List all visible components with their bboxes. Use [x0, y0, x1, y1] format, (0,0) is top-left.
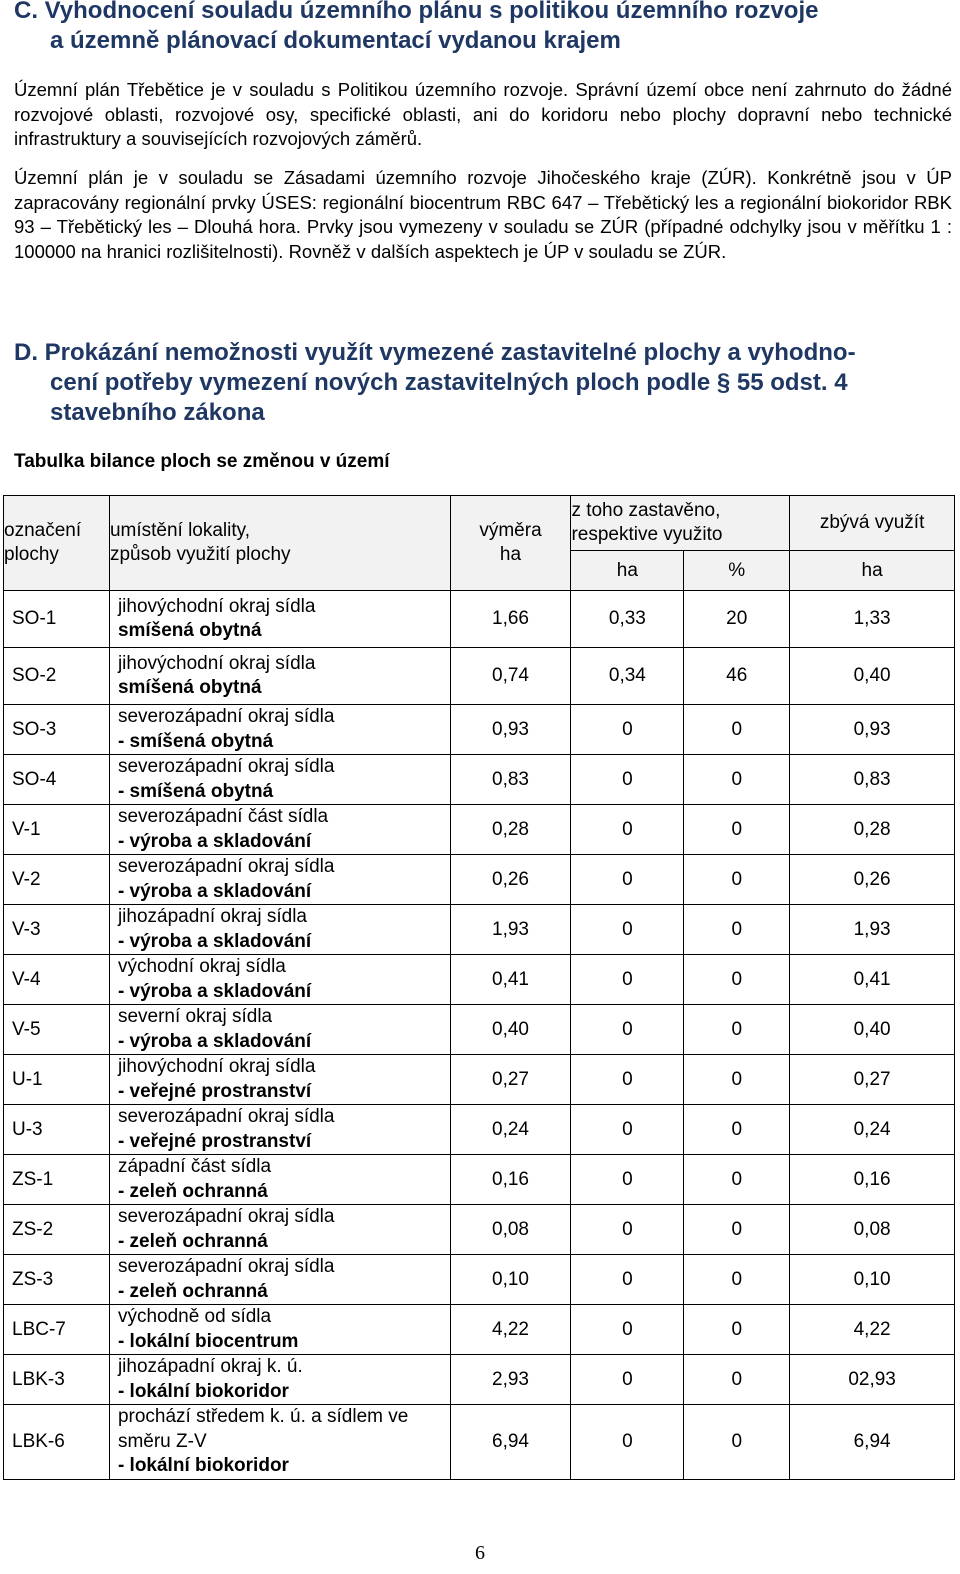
cell-built-ha: 0: [571, 1055, 684, 1105]
cell-built-ha: 0: [571, 955, 684, 1005]
cell-location: [109, 955, 450, 1005]
cell-location-place: severozápadní okraj sídla: [117, 756, 335, 777]
cell-location: [109, 1055, 450, 1105]
section-d-heading: [14, 338, 856, 428]
cell-built-ha: 0,34: [571, 648, 684, 705]
header-location: [109, 496, 450, 591]
section-d-heading-line2: cení potřeby vymezení nových zastavitelných ploch podle § 55 odst. 4: [50, 369, 848, 396]
cell-location-use: - lokální biokoridor: [117, 1380, 289, 1402]
cell-location-place: jihovýchodní okraj sídla: [117, 595, 316, 617]
section-d-heading-line1: D. Prokázání nemožnosti využít vymezené zastavitelné plochy a vyhodno-: [14, 339, 856, 366]
cell-location: [109, 1255, 450, 1305]
table-row: [4, 1305, 955, 1355]
cell-remaining: 0,40: [790, 648, 955, 705]
cell-remaining: 0,28: [790, 805, 955, 855]
cell-code: SO-1: [4, 591, 110, 648]
cell-remaining: 0,93: [790, 705, 955, 755]
table-row: [4, 705, 955, 755]
table-row: [4, 1105, 955, 1155]
cell-area: 1,93: [450, 905, 571, 955]
cell-remaining: 1,93: [790, 905, 955, 955]
table-row: [4, 905, 955, 955]
cell-location: [109, 805, 450, 855]
cell-area: 0,74: [450, 648, 571, 705]
cell-area: 0,26: [450, 855, 571, 905]
cell-location: [109, 855, 450, 905]
cell-location-place: severozápadní okraj sídla: [117, 1206, 335, 1227]
cell-code: ZS-2: [4, 1205, 110, 1255]
cell-location: [109, 705, 450, 755]
cell-location-place: severozápadní okraj sídla: [117, 1256, 335, 1277]
cell-location-place: východně od sídla: [117, 1306, 272, 1327]
cell-location-place: jihovýchodní okraj sídla: [117, 652, 316, 674]
cell-built-ha: 0: [571, 805, 684, 855]
cell-location-use: - výroba a skladování: [117, 880, 312, 902]
header-remaining: zbývá využít: [790, 496, 955, 551]
cell-remaining: 0,26: [790, 855, 955, 905]
cell-built-percent: 0: [684, 705, 790, 755]
cell-built-percent: 46: [684, 648, 790, 705]
cell-built-percent: 20: [684, 591, 790, 648]
cell-location: [109, 591, 450, 648]
cell-built-percent: 0: [684, 1355, 790, 1405]
header-unit-percent: %: [684, 551, 790, 591]
cell-area: 0,27: [450, 1055, 571, 1105]
table-row: [4, 1255, 955, 1305]
cell-built-percent: 0: [684, 805, 790, 855]
cell-built-percent: 0: [684, 1005, 790, 1055]
table-row: [4, 805, 955, 855]
cell-built-ha: 0: [571, 1205, 684, 1255]
section-c-paragraph-2-end: .: [721, 240, 727, 262]
cell-location: [109, 1105, 450, 1155]
cell-code: V-1: [4, 805, 110, 855]
table-body: [4, 591, 955, 1480]
cell-location-place: severní okraj sídla: [117, 1006, 273, 1027]
cell-location-use: - smíšená obytná: [117, 780, 274, 802]
cell-remaining: 02,93: [790, 1355, 955, 1405]
cell-area: 0,08: [450, 1205, 571, 1255]
cell-code: V-4: [4, 955, 110, 1005]
cell-code: SO-3: [4, 705, 110, 755]
cell-location-use: - veřejné prostranství: [117, 1080, 312, 1102]
cell-location-place: západní část sídla: [117, 1156, 272, 1177]
cell-built-ha: 0: [571, 1255, 684, 1305]
cell-location: [109, 755, 450, 805]
cell-location-use: - zeleň ochranná: [117, 1280, 268, 1302]
section-c-heading-line1: C. Vyhodnocení souladu územního plánu s politikou územního rozvoje: [14, 0, 819, 24]
cell-location-place: prochází středem k. ú. a sídlem ve směru Z-V: [117, 1406, 409, 1452]
header-built-line1: z toho zastavěno,: [571, 500, 721, 521]
header-unit-ha: ha: [571, 551, 684, 591]
cell-location-use: - veřejné prostranství: [117, 1130, 312, 1152]
header-location-line2: způsob využití plochy: [109, 544, 291, 565]
cell-location-place: jihovýchodní okraj sídla: [117, 1056, 316, 1077]
cell-code: V-2: [4, 855, 110, 905]
cell-remaining: 0,24: [790, 1105, 955, 1155]
cell-code: LBK-3: [4, 1355, 110, 1405]
header-unit-ha-remaining: ha: [790, 551, 955, 591]
cell-location: [109, 1405, 450, 1480]
cell-location-place: jihozápadní okraj k. ú.: [117, 1356, 303, 1377]
cell-area: 2,93: [450, 1355, 571, 1405]
cell-location: [109, 1155, 450, 1205]
cell-location: [109, 1355, 450, 1405]
cell-remaining: 0,27: [790, 1055, 955, 1105]
cell-location-use: - výroba a skladování: [117, 930, 312, 952]
header-code-line2: plochy: [4, 544, 59, 565]
cell-area: 4,22: [450, 1305, 571, 1355]
cell-area: 1,66: [450, 591, 571, 648]
cell-built-percent: 0: [684, 1205, 790, 1255]
page-number: 6: [475, 1542, 485, 1564]
cell-code: U-1: [4, 1055, 110, 1105]
cell-built-ha: 0,33: [571, 591, 684, 648]
table-row: [4, 591, 955, 648]
cell-location-use: - výroba a skladování: [117, 1030, 312, 1052]
cell-code: ZS-1: [4, 1155, 110, 1205]
cell-remaining: 0,10: [790, 1255, 955, 1305]
cell-area: 0,41: [450, 955, 571, 1005]
cell-location-place: jihozápadní okraj sídla: [117, 906, 308, 927]
table-row: [4, 1055, 955, 1105]
cell-remaining: 0,16: [790, 1155, 955, 1205]
cell-code: LBC-7: [4, 1305, 110, 1355]
cell-remaining: 1,33: [790, 591, 955, 648]
cell-built-percent: 0: [684, 1255, 790, 1305]
cell-built-percent: 0: [684, 1405, 790, 1480]
cell-code: LBK-6: [4, 1405, 110, 1480]
table-row: [4, 1355, 955, 1405]
cell-location-use: smíšená obytná: [117, 677, 262, 698]
cell-location-use: - výroba a skladování: [117, 980, 312, 1002]
cell-location-use: - zeleň ochranná: [117, 1180, 268, 1202]
cell-code: ZS-3: [4, 1255, 110, 1305]
cell-location-use: - smíšená obytná: [117, 730, 274, 752]
area-balance-table: [3, 495, 955, 1480]
cell-remaining: 6,94: [790, 1405, 955, 1480]
cell-built-ha: 0: [571, 905, 684, 955]
cell-area: 0,24: [450, 1105, 571, 1155]
section-c-paragraph-2-text: Územní plán je v souladu se Zásadami územního rozvoje Jihočeského kraje (ZÚR). Konkrétně jsou v ÚP zapracovány regionální prvky ÚSES: regionální biocentrum RBC 647 – Třebětický les a regionální biokoridor RBK 93 – Třebětický les – Dlouhá hora. Prvky jsou vymezeny v souladu se ZÚR (případné odchylky jsou v měřítku 1 : 100000 na hranici rozlišitelnosti). Rovněž v dalších aspektech je ÚP v souladu se ZÚR: [14, 167, 952, 262]
cell-built-percent: 0: [684, 755, 790, 805]
table-row: [4, 955, 955, 1005]
cell-area: 0,93: [450, 705, 571, 755]
cell-code: SO-2: [4, 648, 110, 705]
cell-remaining: 0,83: [790, 755, 955, 805]
cell-code: V-3: [4, 905, 110, 955]
cell-built-ha: 0: [571, 755, 684, 805]
table-row: [4, 1155, 955, 1205]
cell-location-use: - lokální biocentrum: [117, 1330, 299, 1352]
header-code-line1: označení: [4, 520, 82, 541]
table-row: [4, 1205, 955, 1255]
cell-built-percent: 0: [684, 1155, 790, 1205]
cell-location-place: východní okraj sídla: [117, 956, 286, 977]
cell-built-ha: 0: [571, 1305, 684, 1355]
cell-location: [109, 1205, 450, 1255]
section-d-heading-line3: stavebního zákona: [50, 399, 265, 426]
cell-area: 0,28: [450, 805, 571, 855]
cell-built-ha: 0: [571, 705, 684, 755]
header-built-line2: respektive využito: [571, 524, 723, 545]
cell-location-place: severozápadní část sídla: [117, 806, 329, 827]
cell-built-percent: 0: [684, 1055, 790, 1105]
table-row: [4, 855, 955, 905]
header-code: [4, 496, 110, 591]
header-built: [571, 496, 790, 551]
cell-code: U-3: [4, 1105, 110, 1155]
cell-code: SO-4: [4, 755, 110, 805]
section-c-heading-line2: a územně plánovací dokumentací vydanou krajem: [50, 27, 621, 54]
cell-built-percent: 0: [684, 1105, 790, 1155]
cell-remaining: 4,22: [790, 1305, 955, 1355]
cell-built-percent: 0: [684, 1305, 790, 1355]
cell-remaining: 0,40: [790, 1005, 955, 1055]
cell-location-use: smíšená obytná: [117, 620, 262, 641]
table-row: [4, 1405, 955, 1480]
cell-location: [109, 905, 450, 955]
table-title: Tabulka bilance ploch se změnou v území: [14, 451, 390, 472]
cell-area: 0,83: [450, 755, 571, 805]
cell-area: 0,40: [450, 1005, 571, 1055]
cell-code: V-5: [4, 1005, 110, 1055]
cell-location-use: - výroba a skladování: [117, 830, 312, 852]
cell-built-ha: 0: [571, 1355, 684, 1405]
cell-area: 0,10: [450, 1255, 571, 1305]
cell-location-use: - lokální biokoridor: [117, 1455, 289, 1476]
cell-location-place: severozápadní okraj sídla: [117, 1106, 335, 1127]
cell-built-ha: 0: [571, 1005, 684, 1055]
cell-location-use: - zeleň ochranná: [117, 1230, 268, 1252]
section-c-paragraph-2: [14, 166, 952, 264]
table-row: [4, 755, 955, 805]
section-c-heading: [14, 0, 818, 56]
table-row: [4, 648, 955, 705]
header-area-line2: ha: [499, 544, 522, 565]
header-location-line1: umístění lokality,: [109, 520, 251, 541]
header-area-line1: výměra: [479, 520, 542, 541]
cell-area: 0,16: [450, 1155, 571, 1205]
cell-remaining: 0,08: [790, 1205, 955, 1255]
cell-built-ha: 0: [571, 1155, 684, 1205]
cell-built-percent: 0: [684, 855, 790, 905]
cell-built-ha: 0: [571, 1105, 684, 1155]
header-area: [450, 496, 571, 591]
cell-location-place: severozápadní okraj sídla: [117, 706, 335, 727]
cell-built-ha: 0: [571, 855, 684, 905]
table-row: [4, 1005, 955, 1055]
cell-location-place: severozápadní okraj sídla: [117, 856, 335, 877]
cell-location: [109, 1005, 450, 1055]
cell-built-ha: 0: [571, 1405, 684, 1480]
cell-built-percent: 0: [684, 905, 790, 955]
cell-area: 6,94: [450, 1405, 571, 1480]
cell-location: [109, 1305, 450, 1355]
cell-location: [109, 648, 450, 705]
section-c-paragraph-1: Územní plán Třebětice je v souladu s Politikou územního rozvoje. Správní území obce není zahrnuto do žádné rozvojové oblasti, rozvojové osy, specifické oblasti, ani do koridoru nebo plochy dopravní nebo technické infrastruktury a souvisejících rozvojových záměrů.: [14, 79, 952, 150]
cell-remaining: 0,41: [790, 955, 955, 1005]
cell-built-percent: 0: [684, 955, 790, 1005]
